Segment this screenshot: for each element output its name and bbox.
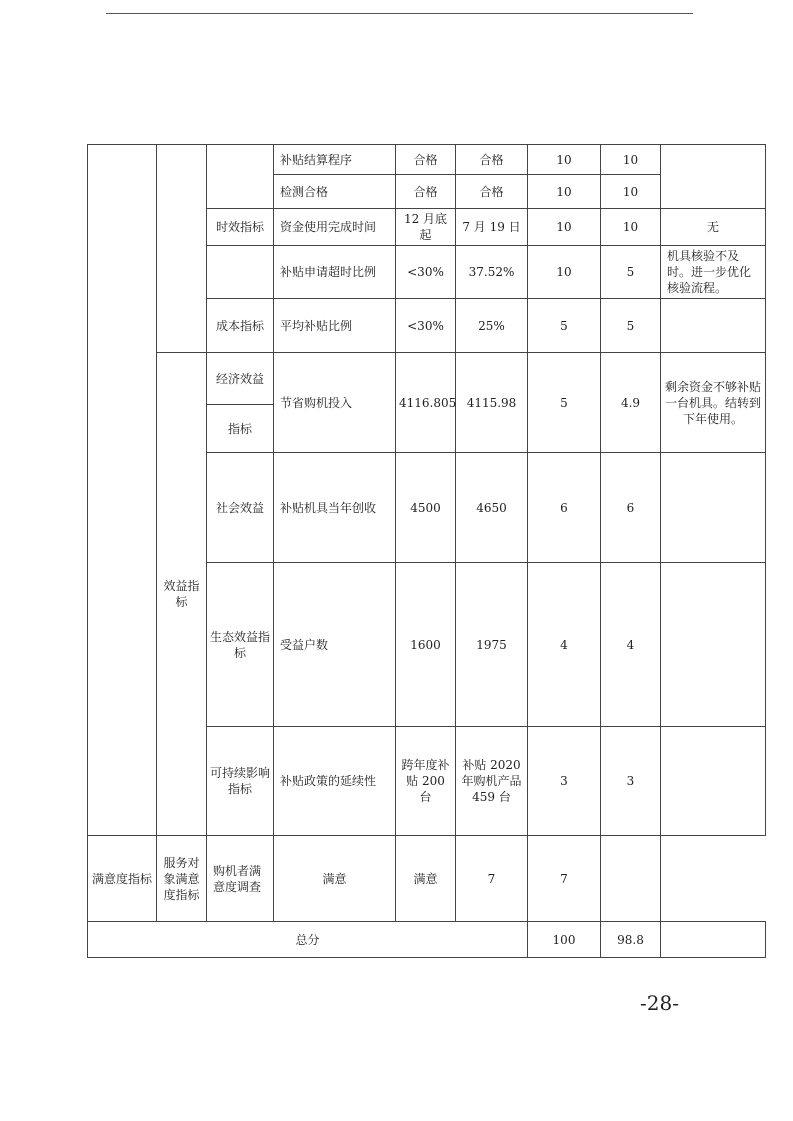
weight-value: 4: [528, 563, 601, 727]
subcategory-label: 指标: [207, 405, 274, 453]
note-cell: [661, 453, 766, 563]
actual-value: 合格: [456, 145, 528, 175]
target-value: 合格: [396, 175, 456, 209]
actual-value: 37.52%: [456, 246, 528, 299]
subcategory-label: 可持续影响指标: [207, 727, 274, 836]
table-row: [88, 145, 766, 175]
target-value: 合格: [396, 145, 456, 175]
actual-value: 补贴 2020 年购机产品 459 台: [456, 727, 528, 836]
note-cell: [661, 299, 766, 353]
weight-value: 10: [528, 246, 601, 299]
indicator-item: 补贴政策的延续性: [274, 727, 396, 836]
actual-value: 4650: [456, 453, 528, 563]
score-value: 10: [601, 145, 661, 175]
performance-table: [87, 144, 766, 958]
subcategory-label: 生态效益指标: [207, 563, 274, 727]
quality-subcategory-cell: [207, 145, 274, 209]
actual-value: 合格: [456, 175, 528, 209]
indicator-item: 补贴机具当年创收: [274, 453, 396, 563]
subcategory-cell: [207, 246, 274, 299]
subcategory-label: 服务对象满意度指标: [157, 836, 207, 922]
weight-value: 10: [528, 145, 601, 175]
indicator-item: 补贴申请超时比例: [274, 246, 396, 299]
subcategory-label: 经济效益: [207, 353, 274, 405]
score-value: 6: [601, 453, 661, 563]
target-value: 1600: [396, 563, 456, 727]
note-cell: 无: [661, 209, 766, 246]
actual-value: 1975: [456, 563, 528, 727]
note-cell: 剩余资金不够补贴一台机具。结转到下年使用。: [661, 353, 766, 453]
subcategory-label: 时效指标: [207, 209, 274, 246]
target-value: 4116.805: [396, 353, 456, 453]
indicator-item: 平均补贴比例: [274, 299, 396, 353]
total-row: [88, 922, 766, 958]
indicator-item: 补贴结算程序: [274, 145, 396, 175]
target-value: 满意: [274, 836, 396, 922]
level2-cell-output: [157, 145, 207, 353]
target-value: 12 月底起: [396, 209, 456, 246]
actual-value: 7 月 19 日: [456, 209, 528, 246]
score-value: 5: [601, 246, 661, 299]
indicator-item: 购机者满意度调查: [207, 836, 274, 922]
indicator-item: 节省购机投入: [274, 353, 396, 453]
note-cell: [661, 145, 766, 209]
score-value: 10: [601, 209, 661, 246]
score-value: 10: [601, 175, 661, 209]
score-value: 4: [601, 563, 661, 727]
target-value: 跨年度补贴 200 台: [396, 727, 456, 836]
note-cell: [661, 727, 766, 836]
score-value: 7: [528, 836, 601, 922]
score-value: 4.9: [601, 353, 661, 453]
indicator-item: 资金使用完成时间: [274, 209, 396, 246]
header-rule: [106, 13, 693, 14]
weight-value: 5: [528, 299, 601, 353]
total-score: 98.8: [601, 922, 661, 958]
subcategory-label: 社会效益: [207, 453, 274, 563]
note-cell: [661, 563, 766, 727]
page-number: -28-: [640, 991, 679, 1015]
subcategory-label: 成本指标: [207, 299, 274, 353]
note-cell: 机具核验不及时。进一步优化核验流程。: [661, 246, 766, 299]
weight-value: 6: [528, 453, 601, 563]
weight-value: 10: [528, 175, 601, 209]
target-value: <30%: [396, 246, 456, 299]
satisfaction-group-label: 满意度指标: [88, 836, 157, 922]
weight-value: 3: [528, 727, 601, 836]
weight-value: 5: [528, 353, 601, 453]
benefit-group-label: 效益指标: [157, 353, 207, 836]
total-weight: 100: [528, 922, 601, 958]
score-value: 3: [601, 727, 661, 836]
weight-value: 10: [528, 209, 601, 246]
score-value: 5: [601, 299, 661, 353]
actual-value: 4115.98: [456, 353, 528, 453]
actual-value: 25%: [456, 299, 528, 353]
table-row: [88, 836, 766, 922]
table-row: [88, 353, 766, 405]
level1-cell: [88, 145, 157, 836]
target-value: <30%: [396, 299, 456, 353]
total-label: 总分: [88, 922, 528, 958]
target-value: 4500: [396, 453, 456, 563]
total-note-cell: [661, 922, 766, 958]
indicator-item: 检测合格: [274, 175, 396, 209]
note-cell: [601, 836, 661, 922]
indicator-item: 受益户数: [274, 563, 396, 727]
actual-value: 满意: [396, 836, 456, 922]
weight-value: 7: [456, 836, 528, 922]
